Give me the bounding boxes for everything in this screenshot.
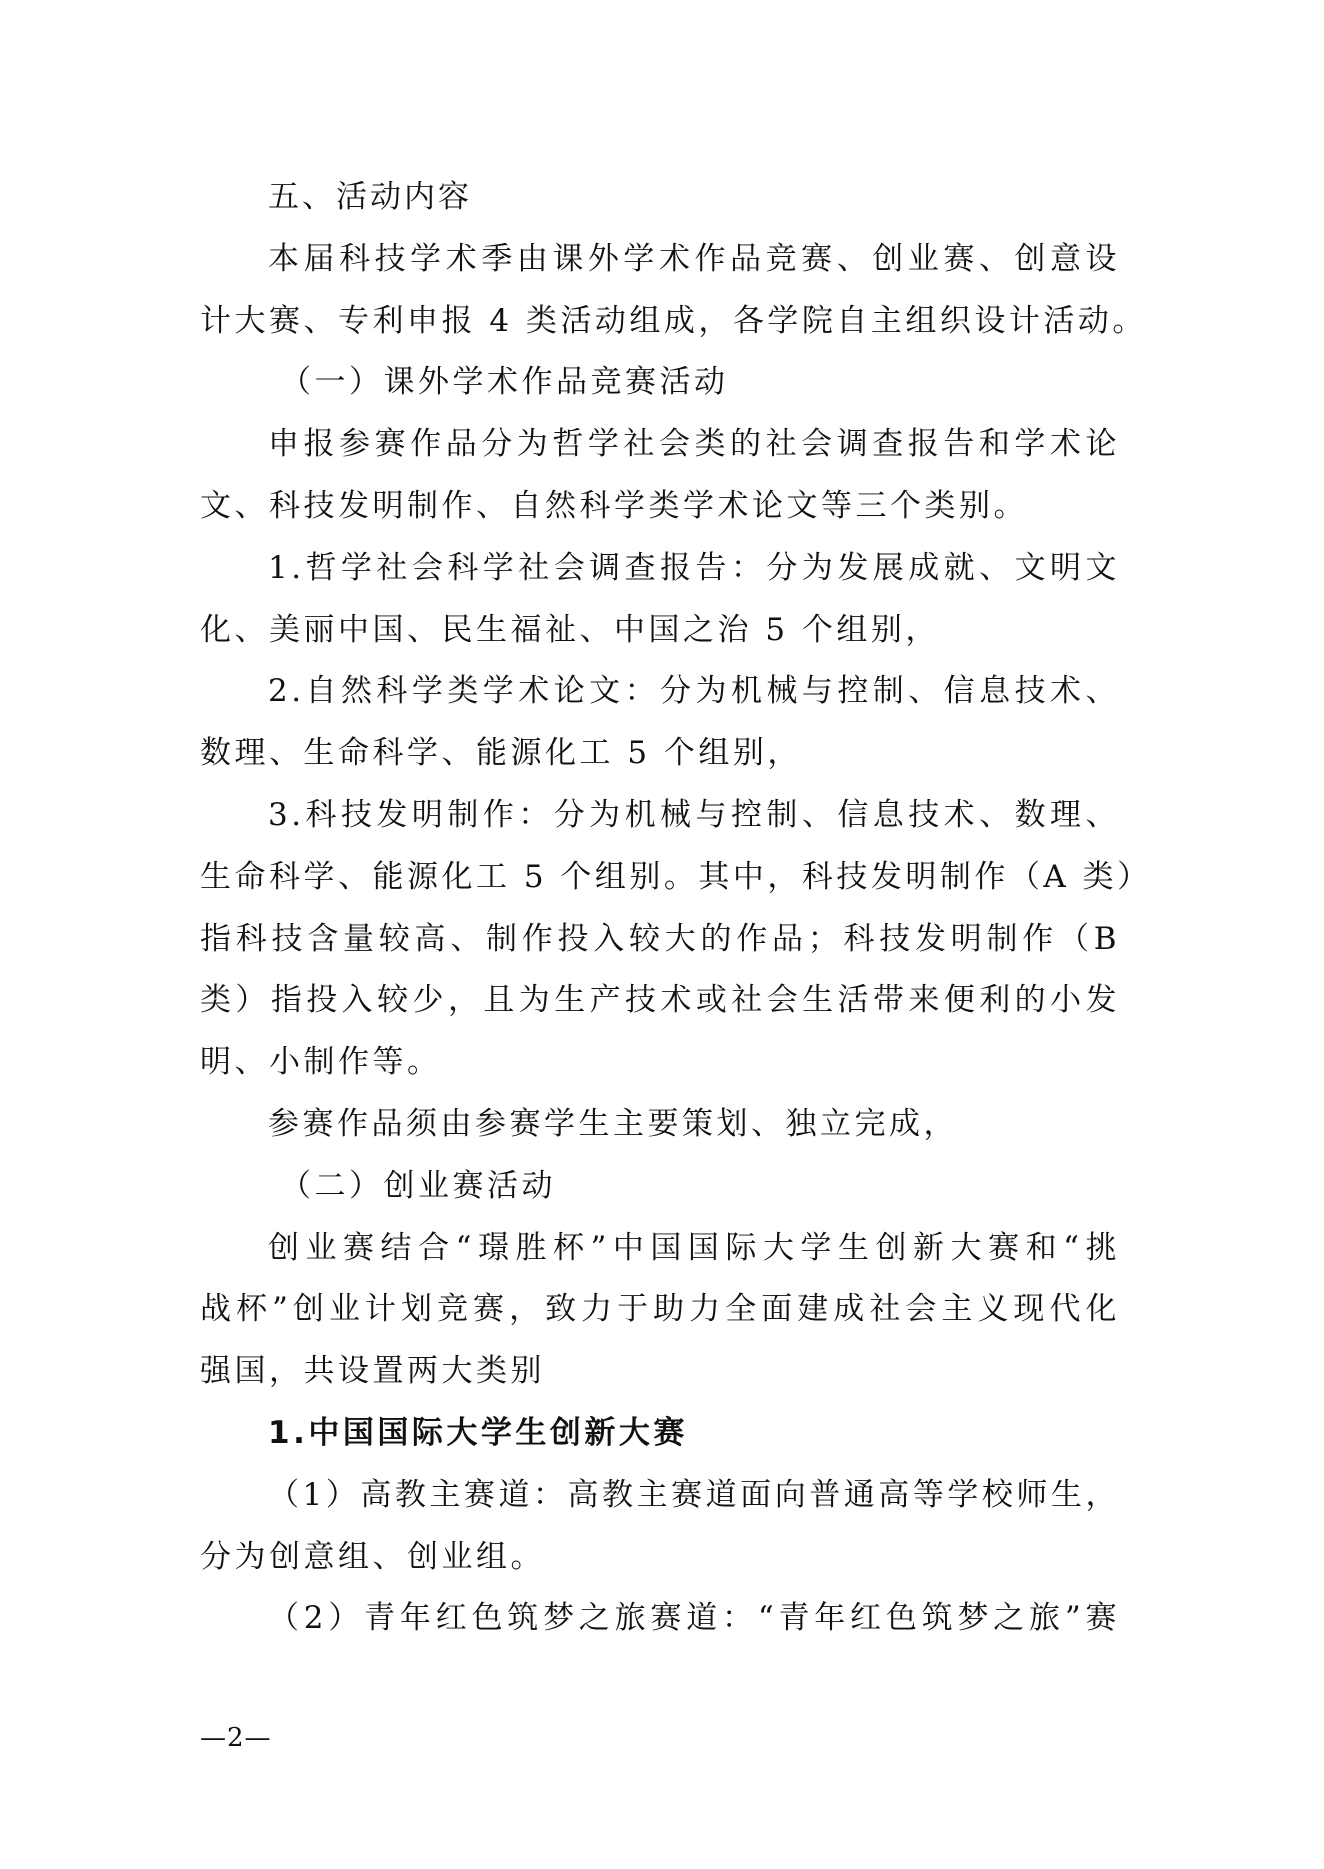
paragraph-line: 创业赛结合“璟胜杯”中国国际大学生创新大赛和“挑: [268, 1229, 1120, 1266]
paragraph-line: 参赛作品须由参赛学生主要策划、独立完成，: [268, 1105, 958, 1142]
paragraph-line: 本届科技学术季由课外学术作品竞赛、创业赛、创意设: [268, 240, 1120, 277]
list-item-line: 指科技含量较高、制作投入较大的作品；科技发明制作（B: [200, 920, 1120, 957]
section-heading: 五、活动内容: [268, 179, 472, 215]
paragraph-line: 文、科技发明制作、自然科学类学术论文等三个类别。: [200, 487, 1028, 524]
list-item-line: 3.科技发明制作：分为机械与控制、信息技术、数理、: [268, 796, 1120, 833]
paragraph-line: 强国，共设置两大类别: [200, 1353, 545, 1390]
list-item-line: 化、美丽中国、民生福祉、中国之治 5 个组别，: [200, 611, 940, 648]
list-item-line: （2）青年红色筑梦之旅赛道：“青年红色筑梦之旅”赛: [268, 1600, 1120, 1637]
list-item-line: 分为创意组、创业组。: [200, 1538, 545, 1575]
list-item-line: 2.自然科学类学术论文：分为机械与控制、信息技术、: [268, 673, 1120, 710]
subsection-heading: （一）课外学术作品竞赛活动: [280, 364, 729, 401]
list-item-line: 1.哲学社会科学社会调查报告：分为发展成就、文明文: [268, 549, 1120, 586]
page-number: —2—: [200, 1723, 272, 1753]
bold-heading: 1.中国国际大学生创新大赛: [268, 1414, 688, 1451]
paragraph-line: 申报参赛作品分为哲学社会类的社会调查报告和学术论: [268, 426, 1120, 463]
document-body: [200, 167, 1152, 1650]
list-item-line: 类）指投入较少，且为生产技术或社会生活带来便利的小发: [200, 982, 1120, 1019]
list-item-line: （1）高教主赛道：高教主赛道面向普通高等学校师生，: [268, 1476, 1120, 1513]
list-item-line: 明、小制作等。: [200, 1044, 442, 1081]
paragraph-line: 战杯”创业计划竞赛，致力于助力全面建成社会主义现代化: [200, 1291, 1120, 1328]
list-item-line: 数理、生命科学、能源化工 5 个组别，: [200, 735, 802, 772]
list-item-line: 生命科学、能源化工 5 个组别。其中，科技发明制作（A 类）: [200, 858, 1152, 895]
subsection-heading: （二）创业赛活动: [280, 1167, 556, 1204]
paragraph-line: 计大赛、专利申报 4 类活动组成，各学院自主组织设计活动。: [200, 302, 1147, 339]
